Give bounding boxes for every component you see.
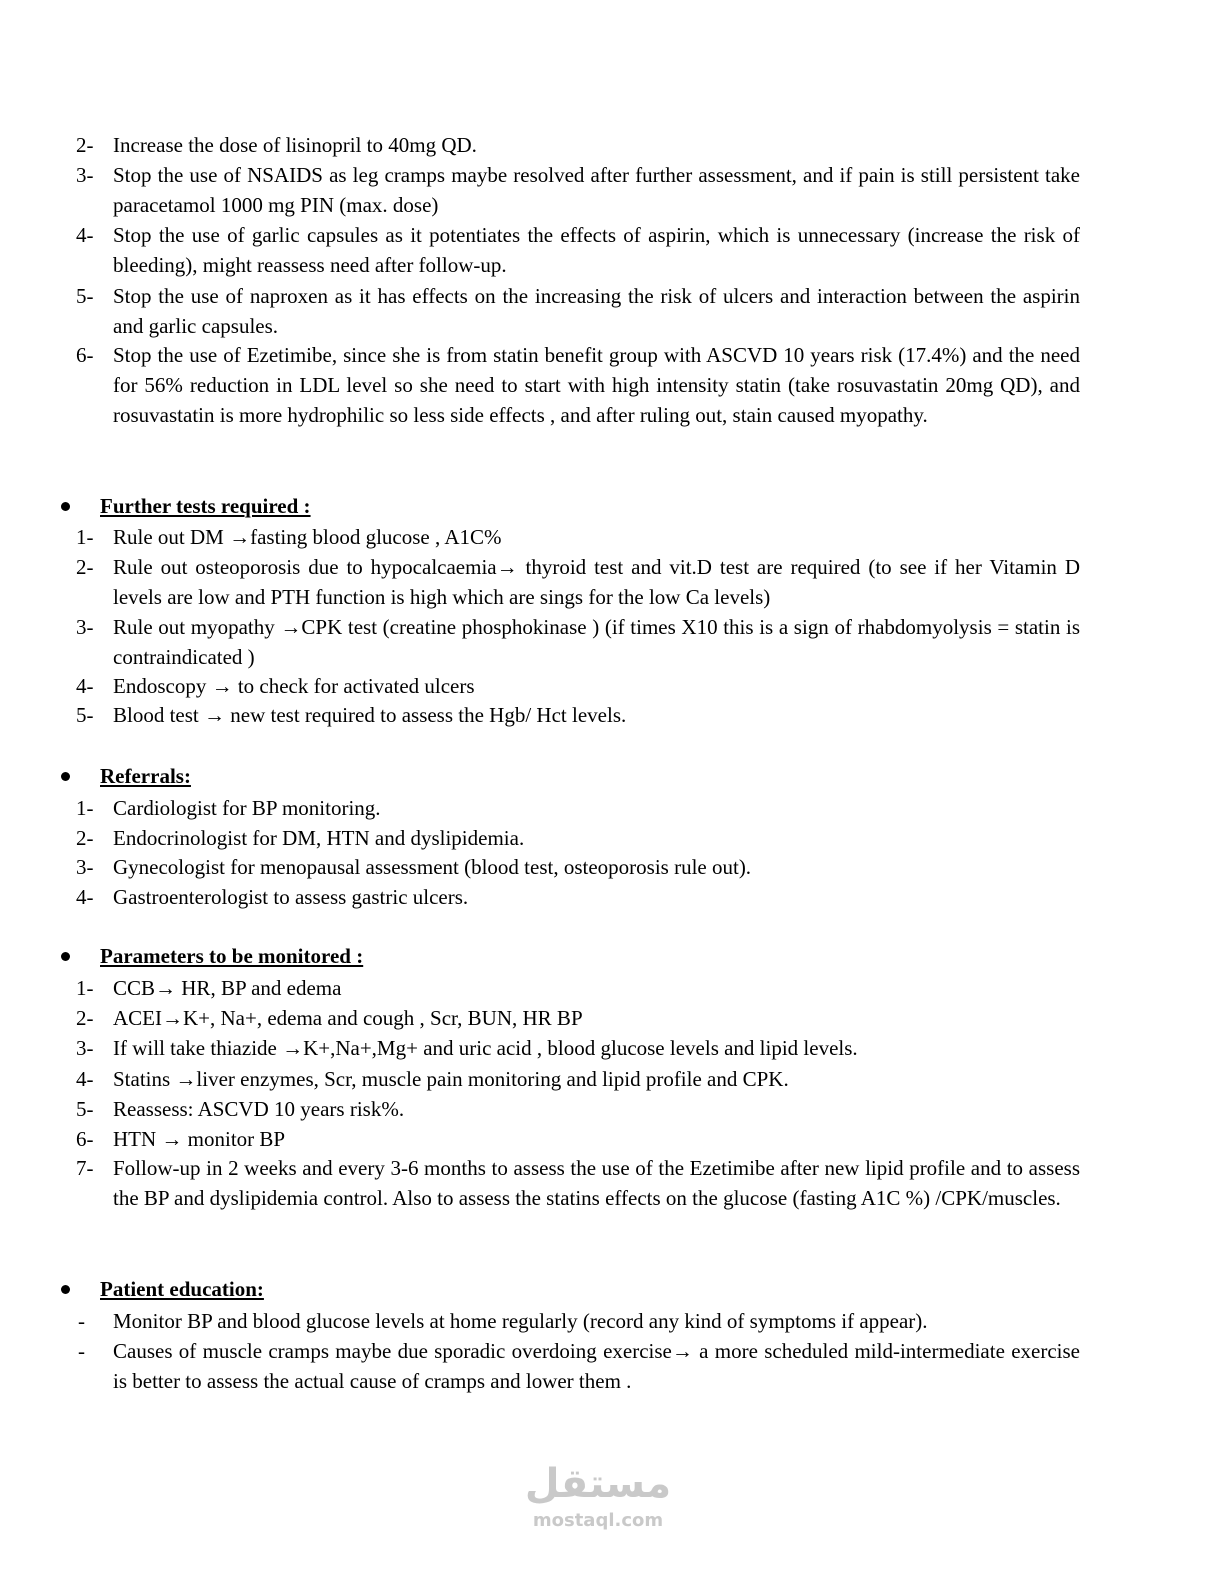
list-item — [0, 281, 1209, 338]
list-text: Endoscopy → to check for activated ulcers — [113, 674, 475, 698]
heading-text: Further tests required : — [100, 494, 311, 518]
list-text: If will take thiazide →K+,Na+,Mg+ and uric acid , blood glucose levels and lipid levels. — [113, 1036, 858, 1060]
list-text: Follow-up in 2 weeks and every 3-6 months to assess the use of the Ezetimibe after new lipid profile and to assess the BP and dyslipidemia control. Also to assess the statins effects on the glucose (fasting A1C %) /CPK/muscles. — [113, 1156, 1080, 1210]
list-number: 4- — [76, 1067, 94, 1091]
list-number: 2- — [76, 555, 94, 579]
list-item — [0, 1064, 1209, 1094]
list-item — [0, 612, 1209, 669]
list-number: 3- — [76, 163, 94, 187]
list-text: Causes of muscle cramps maybe due sporadic overdoing exercise→ a more scheduled mild-intermediate exercise is better to assess the actual cause of cramps and lower them . — [113, 1339, 1080, 1393]
bullet-icon — [61, 502, 70, 511]
list-number: 5- — [76, 703, 94, 727]
list-item — [0, 160, 1209, 217]
list-item — [0, 973, 1209, 1003]
list-item — [0, 1124, 1209, 1154]
list-text: Stop the use of Ezetimibe, since she is from statin benefit group with ASCVD 10 years risk (17.4%) and the need for 56% reduction in LDL level so she need to start with high intensity statin (take rosuvastatin 20mg QD), and rosuvastatin is more hydrophilic so less side effects , and after ruling out, stain caused myopathy. — [113, 343, 1080, 427]
list-number: 7- — [76, 1156, 94, 1180]
list-item — [0, 340, 1209, 427]
list-text: Stop the use of naproxen as it has effects on the increasing the risk of ulcers and interaction between the aspirin and garlic capsules. — [113, 284, 1080, 338]
list-number: 4- — [76, 223, 94, 247]
list-text: Blood test → new test required to assess the Hgb/ Hct levels. — [113, 703, 627, 727]
heading-text: Patient education: — [100, 1277, 264, 1301]
list-text: Rule out myopathy →CPK test (creatine phosphokinase ) (if times X10 this is a sign of rhabdomyolysis = statin is contraindicated ) — [113, 615, 1080, 669]
list-item — [0, 1306, 1209, 1336]
list-item — [0, 793, 1209, 823]
list-text: ACEI→K+, Na+, edema and cough , Scr, BUN, HR BP — [113, 1006, 583, 1030]
list-text: Endocrinologist for DM, HTN and dyslipidemia. — [113, 826, 525, 850]
list-text: Increase the dose of lisinopril to 40mg QD. — [113, 133, 477, 157]
list-text: Cardiologist for BP monitoring. — [113, 796, 381, 820]
list-number: 2- — [76, 133, 94, 157]
list-number: 3- — [76, 1036, 94, 1060]
list-text: Rule out osteoporosis due to hypocalcaemia→ thyroid test and vit.D test are required (to see if her Vitamin D levels are low and PTH function is high which are sings for the low Ca levels) — [113, 555, 1080, 609]
watermark-logo — [510, 1458, 686, 1532]
list-item — [0, 1003, 1209, 1033]
list-item — [0, 671, 1209, 701]
list-number: 1- — [76, 976, 94, 1000]
list-text: Rule out DM →fasting blood glucose , A1C% — [113, 525, 502, 549]
watermark-arabic: مستقل — [524, 1461, 672, 1507]
list-item — [0, 1033, 1209, 1063]
list-item — [0, 823, 1209, 853]
list-number: 4- — [76, 885, 94, 909]
list-text: CCB→ HR, BP and edema — [113, 976, 342, 1000]
list-number: 5- — [76, 284, 94, 308]
list-item — [0, 220, 1209, 277]
list-text: Stop the use of NSAIDS as leg cramps maybe resolved after further assessment, and if pain is still persistent take paracetamol 1000 mg PIN (max. dose) — [113, 163, 1080, 217]
bullet-icon — [61, 772, 70, 781]
list-number: 2- — [76, 1006, 94, 1030]
list-text: Stop the use of garlic capsules as it potentiates the effects of aspirin, which is unnecessary (increase the risk of bleeding), might reassess need after follow-up. — [113, 223, 1080, 277]
list-item — [0, 852, 1209, 882]
list-number: 3- — [76, 615, 94, 639]
list-dash: - — [78, 1339, 85, 1363]
list-item — [0, 1153, 1209, 1210]
list-item — [0, 552, 1209, 609]
list-number: 6- — [76, 343, 94, 367]
list-number: 6- — [76, 1127, 94, 1151]
list-text: Gynecologist for menopausal assessment (blood test, osteoporosis rule out). — [113, 855, 752, 879]
list-number: 5- — [76, 1097, 94, 1121]
list-text: Monitor BP and blood glucose levels at home regularly (record any kind of symptoms if appear). — [113, 1309, 928, 1333]
bullet-icon — [61, 952, 70, 961]
list-text: Statins →liver enzymes, Scr, muscle pain monitoring and lipid profile and CPK. — [113, 1067, 789, 1091]
list-item — [0, 882, 1209, 912]
list-number: 1- — [76, 525, 94, 549]
list-number: 1- — [76, 796, 94, 820]
list-item — [0, 130, 1209, 160]
list-item — [0, 700, 1209, 730]
list-number: 2- — [76, 826, 94, 850]
list-text: HTN → monitor BP — [113, 1127, 286, 1151]
bullet-icon — [61, 1285, 70, 1294]
list-text: Reassess: ASCVD 10 years risk%. — [113, 1097, 405, 1121]
watermark-latin: mostaql.com — [532, 1510, 664, 1531]
list-item — [0, 522, 1209, 552]
list-dash: - — [78, 1309, 85, 1333]
heading-text: Parameters to be monitored : — [100, 944, 364, 968]
heading-text: Referrals: — [100, 764, 191, 788]
list-number: 3- — [76, 855, 94, 879]
list-text: Gastroenterologist to assess gastric ulcers. — [113, 885, 469, 909]
list-item — [0, 1094, 1209, 1124]
list-item — [0, 1336, 1209, 1393]
list-number: 4- — [76, 674, 94, 698]
